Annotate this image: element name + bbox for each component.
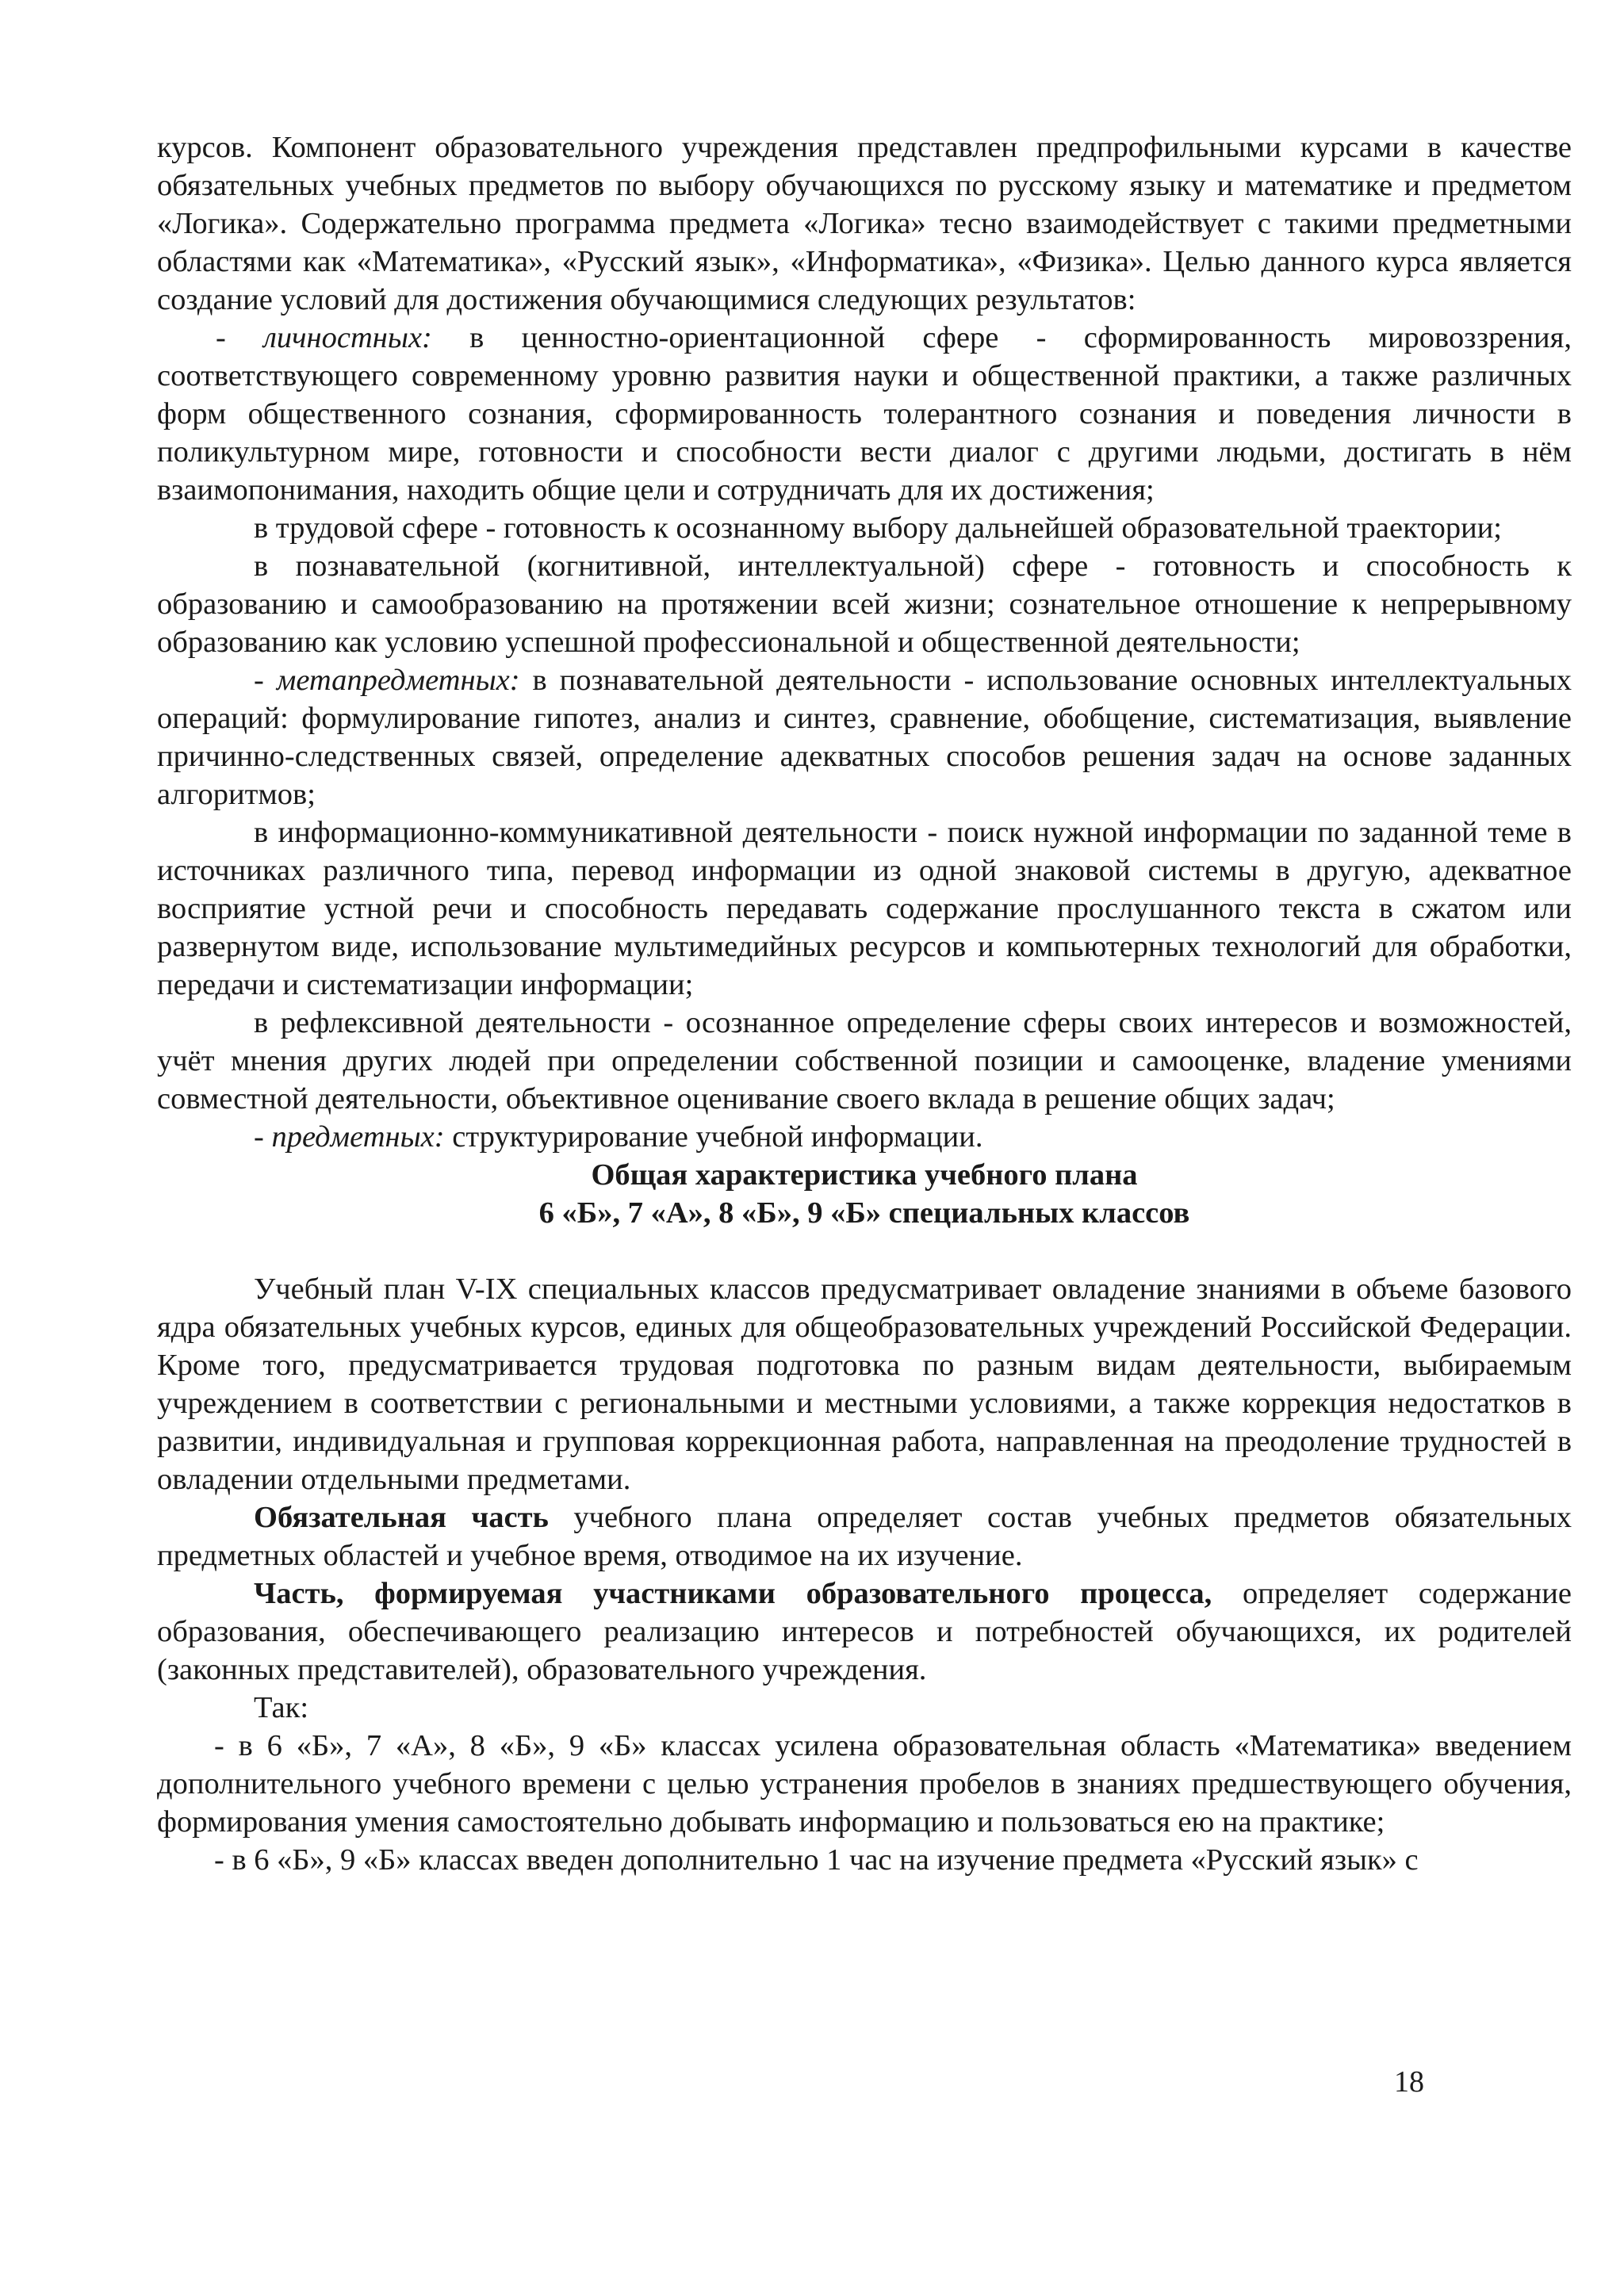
paragraph-text: в ценностно-ориентационной сфере - сформированность мировоззрения, соответствующего современному уровню развития науки и общественной практики, а также различных форм общественного сознания, сформированность толерантного сознания и поведения личности в поликультурном мире, готовности и способности вести диалог с другими людьми, достигать в нём взаимопонимания, находить общие цели и сотрудничать для их достижения; bbox=[157, 321, 1572, 507]
paragraph-russian-extra-hour: - в 6 «Б», 9 «Б» классах введен дополнительно 1 час на изучение предмета «Русский язык» с bbox=[214, 1843, 1419, 1877]
paragraph-personal-results bbox=[157, 319, 1572, 509]
term-subject: предметных: bbox=[271, 1120, 445, 1154]
paragraph-labor-sphere: в трудовой сфере - готовность к осознанному выбору дальнейшей образовательной траектории; bbox=[254, 511, 1502, 545]
list-dash: - bbox=[216, 321, 264, 354]
list-dash: - bbox=[254, 664, 277, 697]
paragraph-metasubject-results bbox=[157, 661, 1572, 813]
paragraph-communicative-activity: в информационно-коммуникативной деятельности - поиск нужной информации по заданной теме в источниках различного типа, перевод информации из одной знаковой системы в другую, адекватное восприятие устной речи и способность передавать содержание прослушанного текста в сжатом или развернутом виде, использование мультимедийных ресурсов и компьютерных технологий для обработки, передачи и систематизации информации; bbox=[157, 816, 1572, 1001]
term-variable-part: Часть, формируемая участниками образовательного процесса, bbox=[254, 1577, 1212, 1610]
paragraph-subject-results bbox=[157, 1118, 1572, 1156]
term-mandatory-part: Обязательная часть bbox=[254, 1501, 549, 1534]
list-dash: - bbox=[254, 1120, 272, 1154]
paragraph-intro: курсов. Компонент образовательного учреждения представлен предпрофильными курсами в качестве обязательных учебных предметов по выбору обучающихся по русскому языку и математике и предметом «Логика». Содержательно программа предмета «Логика» тесно взаимодействует с такими предметными областями как «Математика», «Русский язык», «Информатика», «Физика». Целью данного курса является создание условий для достижения обучающимися следующих результатов: bbox=[157, 131, 1572, 316]
term-personal: личностных: bbox=[263, 321, 432, 354]
paragraph-text: учебного плана определяет состав учебных предметов обязательных предметных областей и учебное время, отводимое на их изучение. bbox=[157, 1501, 1572, 1572]
paragraph-reflexive-activity: в рефлексивной деятельности - осознанное определение сферы своих интересов и возможностей, учёт мнения других людей при определении собственной позиции и самооценке, владение умениями совместной деятельности, объективное оценивание своего вклада в решение общих задач; bbox=[157, 1006, 1572, 1115]
document-page bbox=[157, 128, 1572, 1879]
paragraph-mandatory-part bbox=[157, 1498, 1572, 1575]
spacer bbox=[157, 1232, 1572, 1270]
paragraph-thus: Так: bbox=[254, 1691, 309, 1724]
section-heading-line1: Общая характеристика учебного плана bbox=[591, 1158, 1138, 1192]
paragraph-text: определяет содержание образования, обеспечивающего реализацию интересов и потребностей обучающихся, их родителей (законных представителей), образовательного учреждения. bbox=[157, 1577, 1572, 1686]
paragraph-variable-part bbox=[157, 1575, 1572, 1689]
paragraph-math-strengthened: - в 6 «Б», 7 «А», 8 «Б», 9 «Б» классах усилена образовательная область «Математика» введением дополнительного учебного времени с целью устранения пробелов в знаниях предшествующего обучения, формирования умения самостоятельно добывать информацию и пользоваться ею на практике; bbox=[157, 1729, 1572, 1839]
paragraph-text: структурирование учебной информации. bbox=[444, 1120, 983, 1154]
page-number: 18 bbox=[1394, 2065, 1424, 2099]
paragraph-text: в познавательной деятельности - использование основных интеллектуальных операций: формулирование гипотез, анализ и синтез, сравнение, обобщение, систематизация, выявление причинно-следственных связей, определение адекватных способов решения задач на основе заданных алгоритмов; bbox=[157, 664, 1572, 811]
term-metasubject: метапредметных: bbox=[276, 664, 520, 697]
section-heading-line2: 6 «Б», 7 «А», 8 «Б», 9 «Б» специальных классов bbox=[538, 1196, 1190, 1230]
paragraph-curriculum-overview: Учебный план V-IX специальных классов предусматривает овладение знаниями в объеме базового ядра обязательных учебных курсов, единых для общеобразовательных учреждений Российской Федерации. Кроме того, предусматривается трудовая подготовка по разным видам деятельности, выбираемым учреждением в соответствии с региональными и местными условиями, а также коррекция недостатков в развитии, индивидуальная и групповая коррекционная работа, направленная на преодоление трудностей в овладении отдельными предметами. bbox=[157, 1272, 1572, 1496]
paragraph-cognitive-sphere: в познавательной (когнитивной, интеллектуальной) сфере - готовность и способность к образованию и самообразованию на протяжении всей жизни; сознательное отношение к непрерывному образованию как условию успешной профессиональной и общественной деятельности; bbox=[157, 549, 1572, 659]
